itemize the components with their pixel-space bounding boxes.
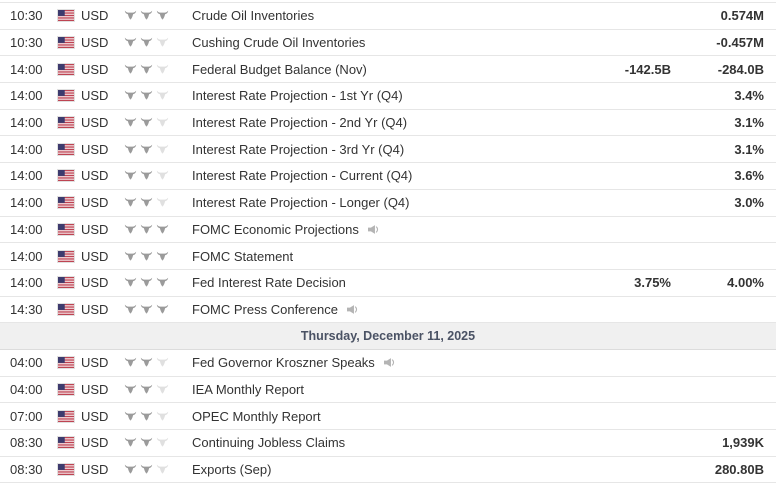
bull-icon: [140, 464, 153, 475]
bull-icon: [124, 464, 137, 475]
currency-label: USD: [81, 8, 109, 24]
currency-cell: [58, 115, 124, 130]
currency-cell: [58, 435, 124, 450]
us-flag-icon: [58, 90, 74, 101]
currency-cell: [58, 409, 124, 424]
importance-bulls: [124, 117, 192, 128]
us-flag-icon: [58, 10, 74, 21]
event-time: 14:00: [10, 88, 43, 104]
currency-cell: [58, 88, 124, 103]
event-row: [0, 297, 776, 324]
bull-icon: [124, 10, 137, 21]
event-row: [0, 190, 776, 217]
bull-icon: [140, 224, 153, 235]
currency-cell: [58, 35, 124, 50]
event-row: [0, 243, 776, 270]
event-time: 14:00: [10, 61, 43, 77]
event-cell: [192, 249, 491, 264]
us-flag-icon: [58, 37, 74, 48]
event-link[interactable]: Continuing Jobless Claims: [192, 435, 346, 451]
event-link[interactable]: Fed Governor Kroszner Speaks: [192, 355, 375, 371]
date-header-label: Thursday, December 11, 2025: [300, 329, 476, 344]
us-flag-icon: [58, 170, 74, 181]
speech-icon: [383, 357, 396, 368]
currency-label: USD: [81, 141, 109, 157]
previous-value: -284.0B: [717, 61, 764, 77]
importance-bulls: [124, 37, 192, 48]
event-time: 07:00: [10, 408, 43, 424]
bull-icon: [156, 384, 169, 395]
currency-label: USD: [81, 221, 109, 237]
bull-icon: [156, 10, 169, 21]
us-flag-icon: [58, 224, 74, 235]
event-cell: [192, 435, 491, 450]
event-link[interactable]: FOMC Economic Projections: [192, 221, 359, 237]
event-row: [0, 217, 776, 244]
bull-icon: [140, 144, 153, 155]
event-time: 04:00: [10, 381, 43, 397]
us-flag-icon: [58, 117, 74, 128]
event-time: 14:00: [10, 168, 43, 184]
us-flag-icon: [58, 304, 74, 315]
event-cell: [192, 35, 491, 50]
bull-icon: [124, 117, 137, 128]
bull-icon: [140, 277, 153, 288]
event-row: [0, 56, 776, 83]
currency-label: USD: [81, 301, 109, 317]
bull-icon: [140, 117, 153, 128]
importance-bulls: [124, 90, 192, 101]
currency-label: USD: [81, 435, 109, 451]
event-link[interactable]: IEA Monthly Report: [192, 381, 304, 397]
bull-icon: [156, 90, 169, 101]
currency-label: USD: [81, 61, 109, 77]
event-cell: [192, 142, 491, 157]
currency-label: USD: [81, 88, 109, 104]
currency-label: USD: [81, 168, 109, 184]
event-link[interactable]: Cushing Crude Oil Inventories: [192, 35, 366, 51]
event-link[interactable]: Interest Rate Projection - 1st Yr (Q4): [192, 88, 403, 104]
bull-icon: [124, 197, 137, 208]
event-time: 14:30: [10, 301, 43, 317]
importance-bulls: [124, 251, 192, 262]
event-row: [0, 377, 776, 404]
forecast-value: -142.5B: [624, 61, 671, 77]
forecast-value: 3.75%: [634, 275, 671, 291]
event-cell: [192, 8, 491, 23]
importance-bulls: [124, 464, 192, 475]
previous-value: 3.1%: [734, 141, 764, 157]
bull-icon: [124, 304, 137, 315]
us-flag-icon: [58, 277, 74, 288]
previous-value: 3.1%: [734, 115, 764, 131]
economic-calendar-table: [0, 2, 776, 483]
previous-value: 1,939K: [722, 435, 764, 451]
event-cell: [192, 409, 491, 424]
bull-icon: [156, 64, 169, 75]
event-row: [0, 163, 776, 190]
importance-bulls: [124, 170, 192, 181]
currency-label: USD: [81, 195, 109, 211]
bull-icon: [124, 277, 137, 288]
bull-icon: [140, 437, 153, 448]
bull-icon: [124, 144, 137, 155]
event-row: [0, 457, 776, 484]
bull-icon: [140, 357, 153, 368]
bull-icon: [140, 10, 153, 21]
currency-label: USD: [81, 248, 109, 264]
event-time: 14:00: [10, 221, 43, 237]
currency-cell: [58, 195, 124, 210]
event-cell: [192, 195, 491, 210]
bull-icon: [124, 170, 137, 181]
currency-cell: [58, 249, 124, 264]
bull-icon: [124, 64, 137, 75]
importance-bulls: [124, 304, 192, 315]
importance-bulls: [124, 357, 192, 368]
bull-icon: [140, 197, 153, 208]
us-flag-icon: [58, 464, 74, 475]
currency-cell: [58, 222, 124, 237]
us-flag-icon: [58, 384, 74, 395]
bull-icon: [140, 304, 153, 315]
bull-icon: [124, 251, 137, 262]
event-row: [0, 350, 776, 377]
importance-bulls: [124, 197, 192, 208]
event-link[interactable]: Interest Rate Projection - 2nd Yr (Q4): [192, 115, 408, 131]
currency-cell: [58, 62, 124, 77]
bull-icon: [140, 37, 153, 48]
event-cell: [192, 115, 491, 130]
bull-icon: [156, 37, 169, 48]
bull-icon: [140, 90, 153, 101]
event-row: [0, 136, 776, 163]
event-row: [0, 430, 776, 457]
event-row: [0, 403, 776, 430]
bull-icon: [140, 411, 153, 422]
bull-icon: [140, 251, 153, 262]
previous-value: 0.574M: [720, 8, 764, 24]
event-cell: [192, 302, 491, 317]
event-link[interactable]: Interest Rate Projection - 3rd Yr (Q4): [192, 141, 405, 157]
currency-cell: [58, 302, 124, 317]
currency-cell: [58, 168, 124, 183]
currency-cell: [58, 382, 124, 397]
bull-icon: [124, 37, 137, 48]
importance-bulls: [124, 144, 192, 155]
event-link[interactable]: FOMC Statement: [192, 248, 294, 264]
currency-cell: [58, 275, 124, 290]
event-cell: [192, 462, 491, 477]
event-link[interactable]: Exports (Sep): [192, 462, 272, 478]
us-flag-icon: [58, 251, 74, 262]
bull-icon: [124, 357, 137, 368]
importance-bulls: [124, 411, 192, 422]
event-cell: [192, 382, 491, 397]
bull-icon: [140, 170, 153, 181]
previous-value: 3.4%: [734, 88, 764, 104]
importance-bulls: [124, 10, 192, 21]
currency-cell: [58, 462, 124, 477]
bull-icon: [156, 170, 169, 181]
bull-icon: [156, 411, 169, 422]
event-time: 14:00: [10, 115, 43, 131]
currency-cell: [58, 355, 124, 370]
event-link[interactable]: Interest Rate Projection - Current (Q4): [192, 168, 413, 184]
event-link[interactable]: Federal Budget Balance (Nov): [192, 61, 367, 77]
bull-icon: [140, 64, 153, 75]
currency-label: USD: [81, 355, 109, 371]
previous-value: 3.6%: [734, 168, 764, 184]
event-time: 10:30: [10, 8, 43, 24]
bull-icon: [156, 464, 169, 475]
importance-bulls: [124, 224, 192, 235]
importance-bulls: [124, 437, 192, 448]
currency-cell: [58, 142, 124, 157]
event-cell: [192, 275, 491, 290]
event-cell: [192, 168, 491, 183]
event-link[interactable]: OPEC Monthly Report: [192, 408, 321, 424]
bull-icon: [156, 251, 169, 262]
event-time: 08:30: [10, 435, 43, 451]
speech-icon: [346, 304, 359, 315]
event-time: 04:00: [10, 355, 43, 371]
event-row: [0, 110, 776, 137]
bull-icon: [156, 277, 169, 288]
bull-icon: [156, 304, 169, 315]
previous-value: 4.00%: [727, 275, 764, 291]
event-time: 14:00: [10, 195, 43, 211]
bull-icon: [124, 90, 137, 101]
currency-label: USD: [81, 408, 109, 424]
us-flag-icon: [58, 411, 74, 422]
currency-cell: [58, 8, 124, 23]
bull-icon: [156, 197, 169, 208]
event-link[interactable]: FOMC Press Conference: [192, 301, 338, 317]
us-flag-icon: [58, 144, 74, 155]
event-time: 10:30: [10, 35, 43, 51]
previous-value: 280.80B: [714, 462, 764, 478]
event-cell: [192, 222, 491, 237]
event-row: [0, 30, 776, 57]
currency-label: USD: [81, 35, 109, 51]
event-link[interactable]: Interest Rate Projection - Longer (Q4): [192, 195, 410, 211]
bull-icon: [156, 224, 169, 235]
speech-icon: [367, 224, 380, 235]
importance-bulls: [124, 384, 192, 395]
event-row: [0, 270, 776, 297]
bull-icon: [124, 411, 137, 422]
event-link[interactable]: Crude Oil Inventories: [192, 8, 315, 24]
currency-label: USD: [81, 115, 109, 131]
us-flag-icon: [58, 357, 74, 368]
us-flag-icon: [58, 64, 74, 75]
event-time: 14:00: [10, 275, 43, 291]
event-cell: [192, 355, 491, 370]
importance-bulls: [124, 277, 192, 288]
event-link[interactable]: Fed Interest Rate Decision: [192, 275, 346, 291]
previous-value: 3.0%: [734, 195, 764, 211]
bull-icon: [124, 437, 137, 448]
currency-label: USD: [81, 462, 109, 478]
bull-icon: [156, 437, 169, 448]
bull-icon: [156, 144, 169, 155]
event-row: [0, 3, 776, 30]
event-cell: [192, 62, 491, 77]
previous-value: -0.457M: [716, 35, 764, 51]
event-time: 08:30: [10, 462, 43, 478]
us-flag-icon: [58, 197, 74, 208]
event-cell: [192, 88, 491, 103]
us-flag-icon: [58, 437, 74, 448]
date-header: [0, 323, 776, 350]
bull-icon: [156, 117, 169, 128]
event-time: 14:00: [10, 248, 43, 264]
bull-icon: [124, 224, 137, 235]
bull-icon: [124, 384, 137, 395]
currency-label: USD: [81, 275, 109, 291]
bull-icon: [140, 384, 153, 395]
event-time: 14:00: [10, 141, 43, 157]
event-row: [0, 83, 776, 110]
importance-bulls: [124, 64, 192, 75]
bull-icon: [156, 357, 169, 368]
currency-label: USD: [81, 381, 109, 397]
